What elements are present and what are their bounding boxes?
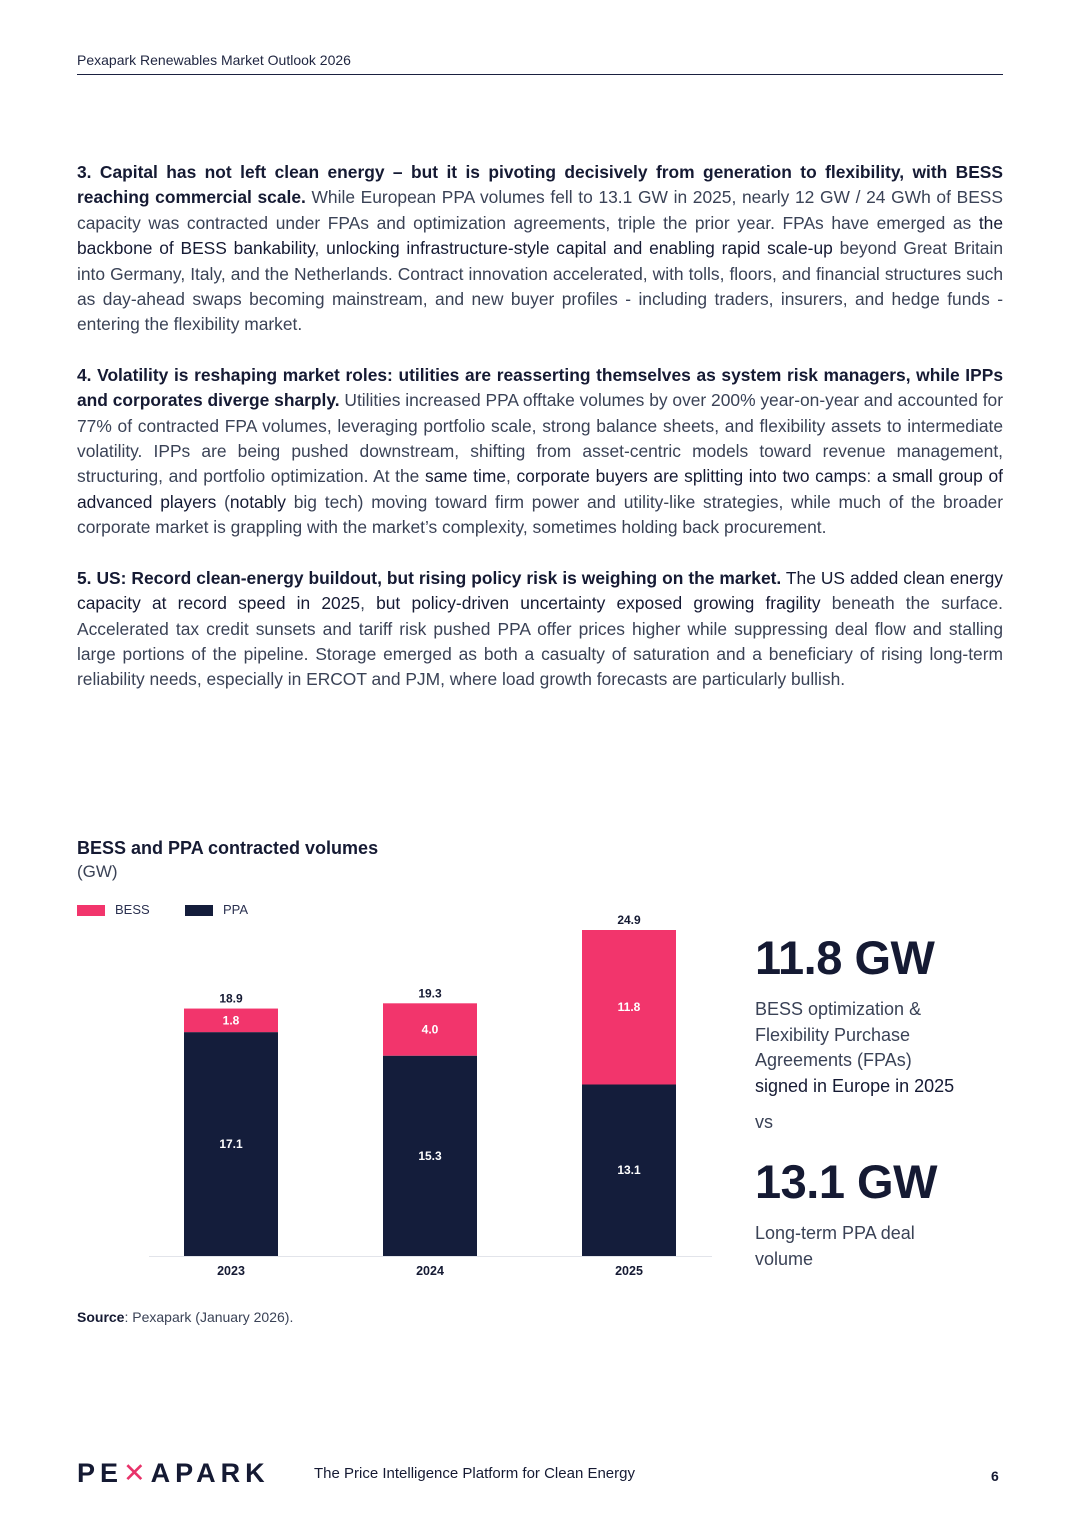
kpi-ppa-description xyxy=(755,1221,937,1272)
page-number: 6 xyxy=(991,1468,999,1484)
paragraph-text: , xyxy=(314,238,327,259)
paragraph-text: ( xyxy=(216,491,230,512)
kpi-bess-desc-line: Flexibility Purchase xyxy=(755,1024,911,1045)
data-label-bess-2025: 11.8 xyxy=(617,1000,641,1015)
total-label-2023: 18.9 xyxy=(219,991,243,1006)
stacked-bar-chart xyxy=(140,900,720,1290)
legend-label-ppa: PPA xyxy=(223,902,249,917)
kpi-ppa-value: 13.1 GW xyxy=(755,1155,937,1208)
paragraph-text: , xyxy=(360,593,377,614)
paragraph-5 xyxy=(77,566,1003,693)
chart-unit: (GW) xyxy=(77,862,118,881)
data-label-bess-2023: 1.8 xyxy=(222,1013,240,1028)
kpi-bess-desc-emph: signed in Europe in 2025 xyxy=(755,1075,955,1096)
x-tick-label-2025: 2025 xyxy=(615,1264,643,1278)
kpi-bess-value: 11.8 GW xyxy=(755,931,935,984)
paragraph-text: corporate buyers are splitting into two camps xyxy=(516,466,867,487)
x-tick-label-2024: 2024 xyxy=(416,1264,444,1278)
kpi-bess-block xyxy=(755,930,954,1099)
paragraph-text: While European PPA volumes fell to 13.1 GW in 2025, nearly 12 GW / 24 GWh of BESS capacity was contracted under FPAs and optimization agreements, triple the prior year. FPAs have emerged as xyxy=(77,187,1003,233)
logo-x-mark: ✕ xyxy=(123,1458,151,1488)
report-title: Pexapark Renewables Market Outlook 2026 xyxy=(77,52,351,68)
paragraph-heading: 5. US: Record clean-energy buildout, but rising policy risk is weighing on the market. xyxy=(77,567,782,588)
paragraph-text: the backbone of BESS bankability xyxy=(77,212,1003,259)
paragraph-text: big tech) moving toward firm power and utility-like strategies, while much of the broader corporate market is grappling with the market’s complexity, sometimes holding back procurement. xyxy=(77,491,1004,538)
data-label-ppa-2024: 15.3 xyxy=(418,1148,442,1163)
paragraph-text: beneath the surface. Accelerated tax credit sunsets and tariff risk pushed PPA offer prices higher while suppressing deal flow and stalling large portions of the pipeline. Storage emerged as both a casualty of saturation and a beneficiary of rising long-term reliability needs, especially in ERCOT and PJM, where load growth forecasts are particularly bullish. xyxy=(77,593,1004,690)
header-divider xyxy=(77,74,1003,75)
chart-title: BESS and PPA contracted volumes xyxy=(77,838,379,858)
chart-source xyxy=(77,1309,293,1325)
source-text: : Pexapark (January 2026). xyxy=(124,1309,294,1325)
kpi-ppa-block xyxy=(755,1154,937,1272)
paragraph-heading: 4. Volatility is reshaping market roles: utilities are reasserting themselves as system risk managers, while IPPs and corporates diverge sharply. xyxy=(77,364,1003,411)
paragraph-text: but policy-driven uncertainty exposed growing fragility xyxy=(376,593,821,614)
paragraph-text: : xyxy=(866,466,877,487)
legend-label-bess: BESS xyxy=(115,902,150,917)
data-label-ppa-2023: 17.1 xyxy=(219,1137,243,1152)
paragraph-heading: 3. Capital has not left clean energy – but it is pivoting decisively from generation to flexibility, with BESS reaching commercial scale. xyxy=(77,162,1003,208)
paragraph-text: , xyxy=(506,466,517,487)
x-tick-label-2023: 2023 xyxy=(217,1264,245,1278)
paragraph-4 xyxy=(77,363,1003,541)
total-label-2025: 24.9 xyxy=(617,913,641,927)
footer-tagline: The Price Intelligence Platform for Clean Energy xyxy=(314,1465,635,1482)
kpi-bess-desc-line: BESS optimization & xyxy=(755,999,922,1019)
legend-item-bess xyxy=(77,902,150,917)
logo-text-left: PE xyxy=(77,1458,124,1488)
paragraph-text: clean energy capacity at record speed in 2025 xyxy=(77,567,1003,614)
kpi-vs: vs xyxy=(755,1112,773,1132)
paragraph-text: same time xyxy=(424,466,506,487)
source-label: Source xyxy=(77,1309,125,1325)
total-label-2024: 19.3 xyxy=(418,986,442,1001)
paragraph-3 xyxy=(77,160,1003,338)
paragraph-text: notably xyxy=(229,491,286,512)
pexapark-logo xyxy=(77,1458,270,1489)
kpi-bess-description xyxy=(755,997,954,1099)
paragraph-text: The US added xyxy=(781,567,904,588)
kpi-ppa-desc-line: volume xyxy=(755,1248,814,1269)
paragraph-text: Utilities increased PPA offtake volumes by over 200% year-on-year and accounted for 77% of contracted FPA volumes, leveraging portfolio scale, strong balance sheets, and flexibility assets to intermediate volatility. IPPs are being pushed downstream, shifting from asset-centric models toward revenue management, structuring, and portfolio optimization. At the xyxy=(77,390,1004,487)
paragraph-text: unlocking infrastructure-style capital and enabling rapid scale-up xyxy=(326,238,833,259)
body-text xyxy=(77,160,1003,718)
legend-swatch-bess xyxy=(77,905,105,916)
paragraph-text: beyond Great Britain into Germany, Italy, and the Netherlands. Contract innovation accelerated, with tolls, floors, and financial structures such as day-ahead swaps becoming mainstream, and new buyer profiles - including traders, insurers, and hedge funds - entering the flexibility market. xyxy=(77,238,1003,335)
kpi-ppa-desc-line: Long-term PPA deal xyxy=(755,1223,915,1243)
data-label-ppa-2025: 13.1 xyxy=(617,1163,641,1178)
logo-text-right: APARK xyxy=(150,1458,270,1488)
data-label-bess-2024: 4.0 xyxy=(421,1022,439,1037)
kpi-bess-desc-line: Agreements (FPAs) xyxy=(755,1050,912,1070)
paragraph-text: a small group of advanced players xyxy=(77,466,1003,512)
